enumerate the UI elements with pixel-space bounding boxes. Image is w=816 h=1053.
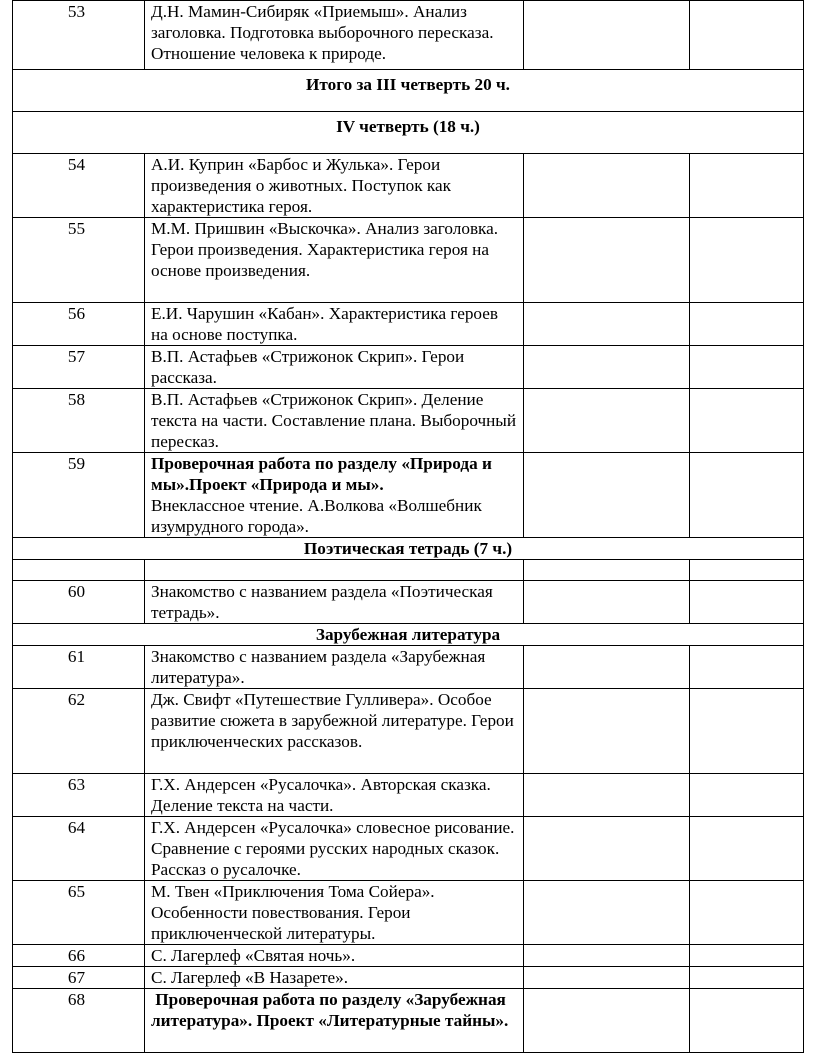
lesson-number: 68	[13, 989, 145, 1053]
note-cell	[690, 1, 804, 70]
note-cell	[690, 689, 804, 774]
date-cell	[524, 646, 690, 689]
lesson-number: 60	[13, 581, 145, 624]
lesson-number: 63	[13, 774, 145, 817]
table-row	[13, 303, 804, 346]
date-cell	[524, 303, 690, 346]
quarter-heading: IV четверть (18 ч.)	[13, 112, 804, 154]
quarter-heading-row	[13, 112, 804, 154]
note-cell	[690, 389, 804, 453]
table-row	[13, 817, 804, 881]
section-heading-foreign: Зарубежная литература	[13, 624, 804, 646]
lesson-number: 64	[13, 817, 145, 881]
lesson-topic: Д.Н. Мамин-Сибиряк «Приемыш». Анализ заголовка. Подготовка выборочного пересказа. Отношение человека к природе.	[145, 1, 524, 70]
note-cell	[690, 218, 804, 303]
date-cell	[524, 389, 690, 453]
empty-cell	[13, 560, 145, 581]
table-row	[13, 389, 804, 453]
lesson-topic: Проверочная работа по разделу «Зарубежная литература». Проект «Литературные тайны».	[145, 989, 524, 1053]
lesson-number: 53	[13, 1, 145, 70]
table-row	[13, 560, 804, 581]
lesson-plan-page	[12, 0, 803, 1053]
section-heading-row	[13, 624, 804, 646]
note-cell	[690, 817, 804, 881]
table-row	[13, 989, 804, 1053]
date-cell	[524, 817, 690, 881]
lesson-number: 59	[13, 453, 145, 538]
date-cell	[524, 989, 690, 1053]
note-cell	[690, 989, 804, 1053]
date-cell	[524, 154, 690, 218]
lesson-number: 61	[13, 646, 145, 689]
lesson-topic: Дж. Свифт «Путешествие Гулливера». Особое развитие сюжета в зарубежной литературе. Герои приключенческих рассказов.	[145, 689, 524, 774]
table-row	[13, 581, 804, 624]
note-cell	[690, 945, 804, 967]
table-row	[13, 346, 804, 389]
note-cell	[690, 581, 804, 624]
note-cell	[690, 453, 804, 538]
note-cell	[690, 881, 804, 945]
empty-cell	[524, 560, 690, 581]
table-row	[13, 1, 804, 70]
lesson-number: 62	[13, 689, 145, 774]
lesson-topic: Г.Х. Андерсен «Русалочка». Авторская сказка. Деление текста на части.	[145, 774, 524, 817]
lesson-topic	[145, 453, 524, 538]
lesson-topic: С. Лагерлеф «Святая ночь».	[145, 945, 524, 967]
date-cell	[524, 346, 690, 389]
note-cell	[690, 774, 804, 817]
section-heading-poetry: Поэтическая тетрадь (7 ч.)	[13, 538, 804, 560]
quarter-total-row	[13, 70, 804, 112]
lesson-number: 55	[13, 218, 145, 303]
table-row	[13, 967, 804, 989]
date-cell	[524, 581, 690, 624]
table-row	[13, 646, 804, 689]
lesson-topic: М. Твен «Приключения Тома Сойера». Особенности повествования. Герои приключенческой литературы.	[145, 881, 524, 945]
lesson-topic: С. Лагерлеф «В Назарете».	[145, 967, 524, 989]
table-row	[13, 154, 804, 218]
lesson-number: 67	[13, 967, 145, 989]
date-cell	[524, 945, 690, 967]
lesson-topic: А.И. Куприн «Барбос и Жулька». Герои произведения о животных. Поступок как характеристика героя.	[145, 154, 524, 218]
table-row	[13, 218, 804, 303]
note-cell	[690, 346, 804, 389]
note-cell	[690, 303, 804, 346]
lesson-topic: Г.Х. Андерсен «Русалочка» словесное рисование. Сравнение с героями русских народных сказок. Рассказ о русалочке.	[145, 817, 524, 881]
empty-cell	[690, 560, 804, 581]
table-row	[13, 945, 804, 967]
date-cell	[524, 689, 690, 774]
note-cell	[690, 154, 804, 218]
lesson-topic: Знакомство с названием раздела «Зарубежная литература».	[145, 646, 524, 689]
lesson-number: 58	[13, 389, 145, 453]
lesson-topic: М.М. Пришвин «Выскочка». Анализ заголовка. Герои произведения. Характеристика героя на основе произведения.	[145, 218, 524, 303]
empty-cell	[145, 560, 524, 581]
date-cell	[524, 881, 690, 945]
table-row	[13, 881, 804, 945]
date-cell	[524, 453, 690, 538]
lesson-number: 57	[13, 346, 145, 389]
table-row	[13, 774, 804, 817]
lesson-topic: Е.И. Чарушин «Кабан». Характеристика героев на основе поступка.	[145, 303, 524, 346]
date-cell	[524, 774, 690, 817]
lesson-plan-table	[12, 0, 804, 1053]
lesson-topic: В.П. Астафьев «Стрижонок Скрип». Деление текста на части. Составление плана. Выборочный пересказ.	[145, 389, 524, 453]
lesson-number: 56	[13, 303, 145, 346]
section-heading-row	[13, 538, 804, 560]
note-cell	[690, 967, 804, 989]
date-cell	[524, 218, 690, 303]
extra-reading: Внеклассное чтение. А.Волкова «Волшебник изумрудного города».	[151, 496, 482, 536]
date-cell	[524, 1, 690, 70]
lesson-number: 54	[13, 154, 145, 218]
date-cell	[524, 967, 690, 989]
lesson-number: 66	[13, 945, 145, 967]
lesson-topic: В.П. Астафьев «Стрижонок Скрип». Герои рассказа.	[145, 346, 524, 389]
table-row	[13, 689, 804, 774]
lesson-number: 65	[13, 881, 145, 945]
test-title: Проверочная работа по разделу «Природа и мы».Проект «Природа и мы».	[151, 454, 492, 494]
quarter-total: Итого за III четверть 20 ч.	[13, 70, 804, 112]
table-row	[13, 453, 804, 538]
lesson-topic: Знакомство с названием раздела «Поэтическая тетрадь».	[145, 581, 524, 624]
note-cell	[690, 646, 804, 689]
